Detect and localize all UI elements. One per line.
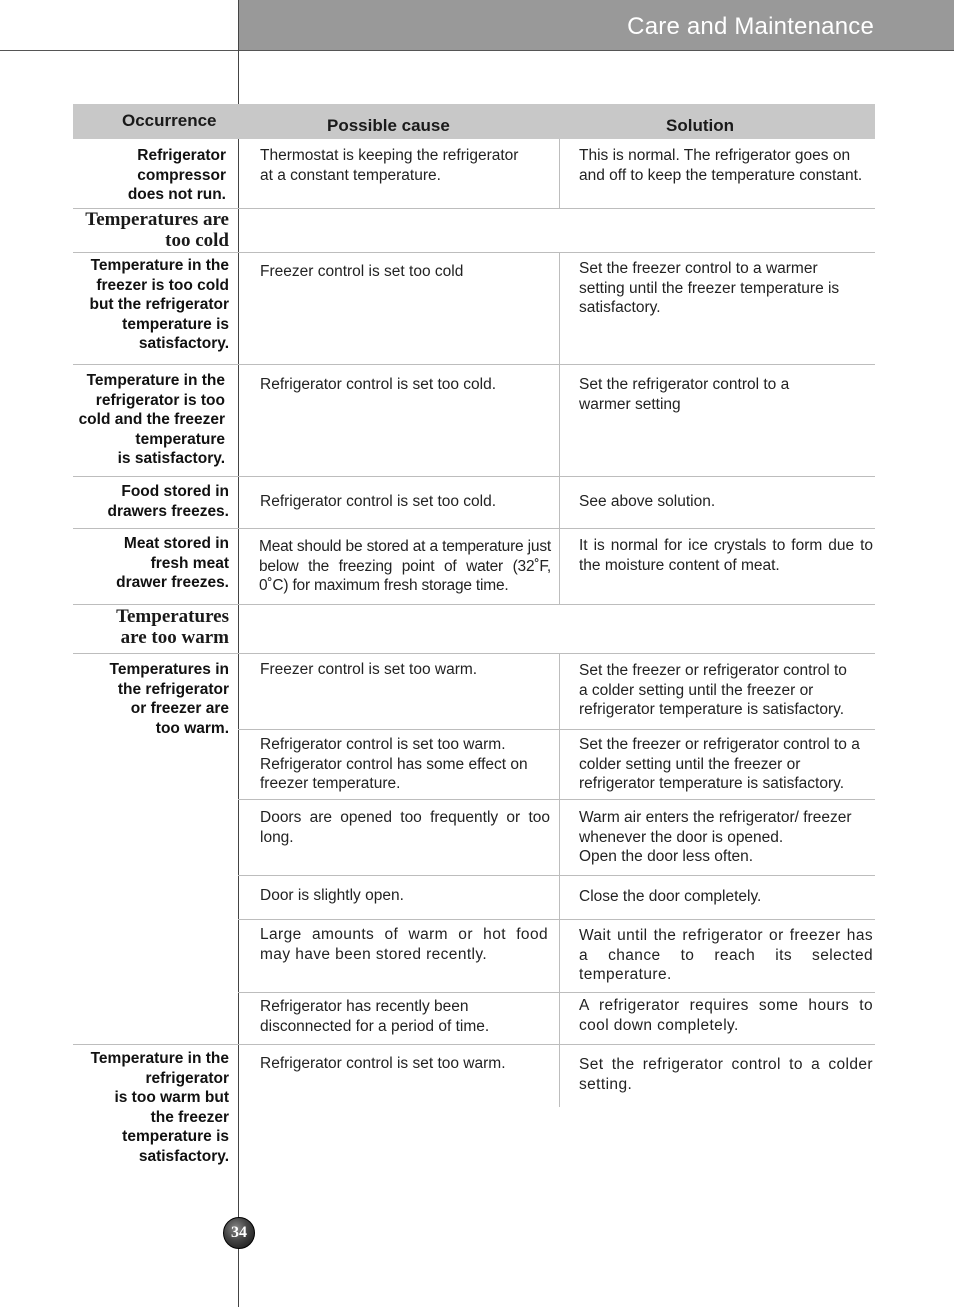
solution-cell: Set the refrigerator control to a warmer setting: [579, 376, 790, 413]
column-divider: [559, 365, 560, 477]
column-divider: [559, 654, 560, 730]
page-title: Care and Maintenance: [627, 13, 874, 40]
occurrence-cell: Temperature in the refrigerator is too cold and the freezer temperature is satisfactory.: [78, 372, 225, 467]
cause-cell: Freezer control is set too warm.: [260, 661, 478, 678]
cause-cell: Thermostat is keeping the refrigerator at a constant temperature.: [260, 147, 519, 184]
solution-cell: This is normal. The refrigerator goes on and off to keep the temperature constant.: [579, 147, 863, 184]
cause-cell: Refrigerator control is set too warm.: [260, 1055, 506, 1072]
column-divider: [559, 529, 560, 605]
table-row: [73, 476, 875, 529]
column-divider: [559, 993, 560, 1045]
occurrence-cell: Temperature in the freezer is too cold but the refrigerator temperature is satisfactory.: [89, 257, 229, 352]
table-row: [73, 139, 875, 208]
solution-cell: Set the freezer or refrigerator control to a colder setting until the freezer or refrigerator temperature is satisfactory.: [579, 662, 847, 718]
table-row: [238, 729, 875, 800]
section-row: [73, 604, 875, 654]
column-divider: [559, 253, 560, 365]
table-header: [73, 104, 875, 139]
table-row: [238, 992, 875, 1045]
header-rule: [0, 50, 238, 51]
section-row: [73, 208, 875, 253]
table-row: [73, 1044, 875, 1165]
page-header: [238, 0, 954, 51]
cause-cell: Doors are opened too frequently or too long.: [260, 809, 550, 846]
column-divider: [559, 876, 560, 920]
solution-cell: It is normal for ice crystals to form due to the moisture content of meat.: [579, 537, 873, 574]
table-row: [238, 875, 875, 920]
section-heading: Temperatures are too cold: [85, 209, 229, 251]
occurrence-cell: Meat stored in fresh meat drawer freezes.: [116, 535, 229, 591]
table-row: [73, 528, 875, 605]
solution-cell: Wait until the refrigerator or freezer has a chance to reach its selected temperature.: [579, 927, 873, 983]
solution-cell: Set the freezer or refrigerator control to a colder setting until the freezer or refrigerator temperature is satisfactory.: [579, 736, 860, 792]
column-divider: [559, 730, 560, 800]
solution-cell: Set the refrigerator control to a colder setting.: [579, 1056, 873, 1093]
table-row: [238, 799, 875, 876]
column-divider: [559, 477, 560, 529]
column-divider: [559, 139, 560, 208]
column-header-occurrence: Occurrence: [122, 111, 217, 130]
cause-cell: Meat should be stored at a temperature just below the freezing point of water (32˚F, 0˚C) for maximum fresh storage time.: [259, 538, 551, 594]
column-divider: [559, 800, 560, 876]
column-divider: [559, 1045, 560, 1107]
column-header-solution: Solution: [666, 116, 734, 135]
cause-cell: Door is slightly open.: [260, 887, 404, 904]
occurrence-cell: Refrigerator compressor does not run.: [127, 147, 226, 203]
occurrence-cell: Temperatures in the refrigerator or freezer are too warm.: [109, 661, 229, 737]
section-heading: Temperatures are too warm: [116, 606, 229, 648]
cause-cell: Refrigerator control is set too warm. Refrigerator control has some effect on freezer temperature.: [260, 736, 528, 792]
table-row: [73, 653, 875, 737]
column-divider: [559, 920, 560, 993]
occurrence-cell: Temperature in the refrigerator is too warm but the freezer temperature is satisfactory.: [90, 1050, 229, 1165]
cause-cell: Refrigerator control is set too cold.: [260, 493, 497, 510]
solution-cell: Warm air enters the refrigerator/ freezer whenever the door is opened. Open the door less often.: [579, 809, 852, 865]
solution-cell: Close the door completely.: [579, 888, 762, 905]
table-row: [73, 364, 875, 477]
solution-cell: Set the freezer control to a warmer setting until the freezer temperature is satisfactory.: [579, 260, 840, 316]
cause-cell: Refrigerator control is set too cold.: [260, 376, 497, 393]
troubleshooting-table: [73, 104, 875, 1165]
occurrence-cell: Food stored in drawers freezes.: [107, 483, 229, 520]
cause-cell: Refrigerator has recently been disconnected for a period of time.: [260, 998, 490, 1035]
page-number-badge: 34: [223, 1217, 255, 1249]
solution-cell: A refrigerator requires some hours to cool down completely.: [579, 997, 873, 1034]
table-row: [238, 919, 875, 993]
cause-cell: Large amounts of warm or hot food may have been stored recently.: [260, 926, 548, 963]
column-header-cause: Possible cause: [327, 116, 450, 135]
solution-cell: See above solution.: [579, 493, 716, 510]
cause-cell: Freezer control is set too cold: [260, 263, 464, 280]
table-row: [73, 252, 875, 365]
